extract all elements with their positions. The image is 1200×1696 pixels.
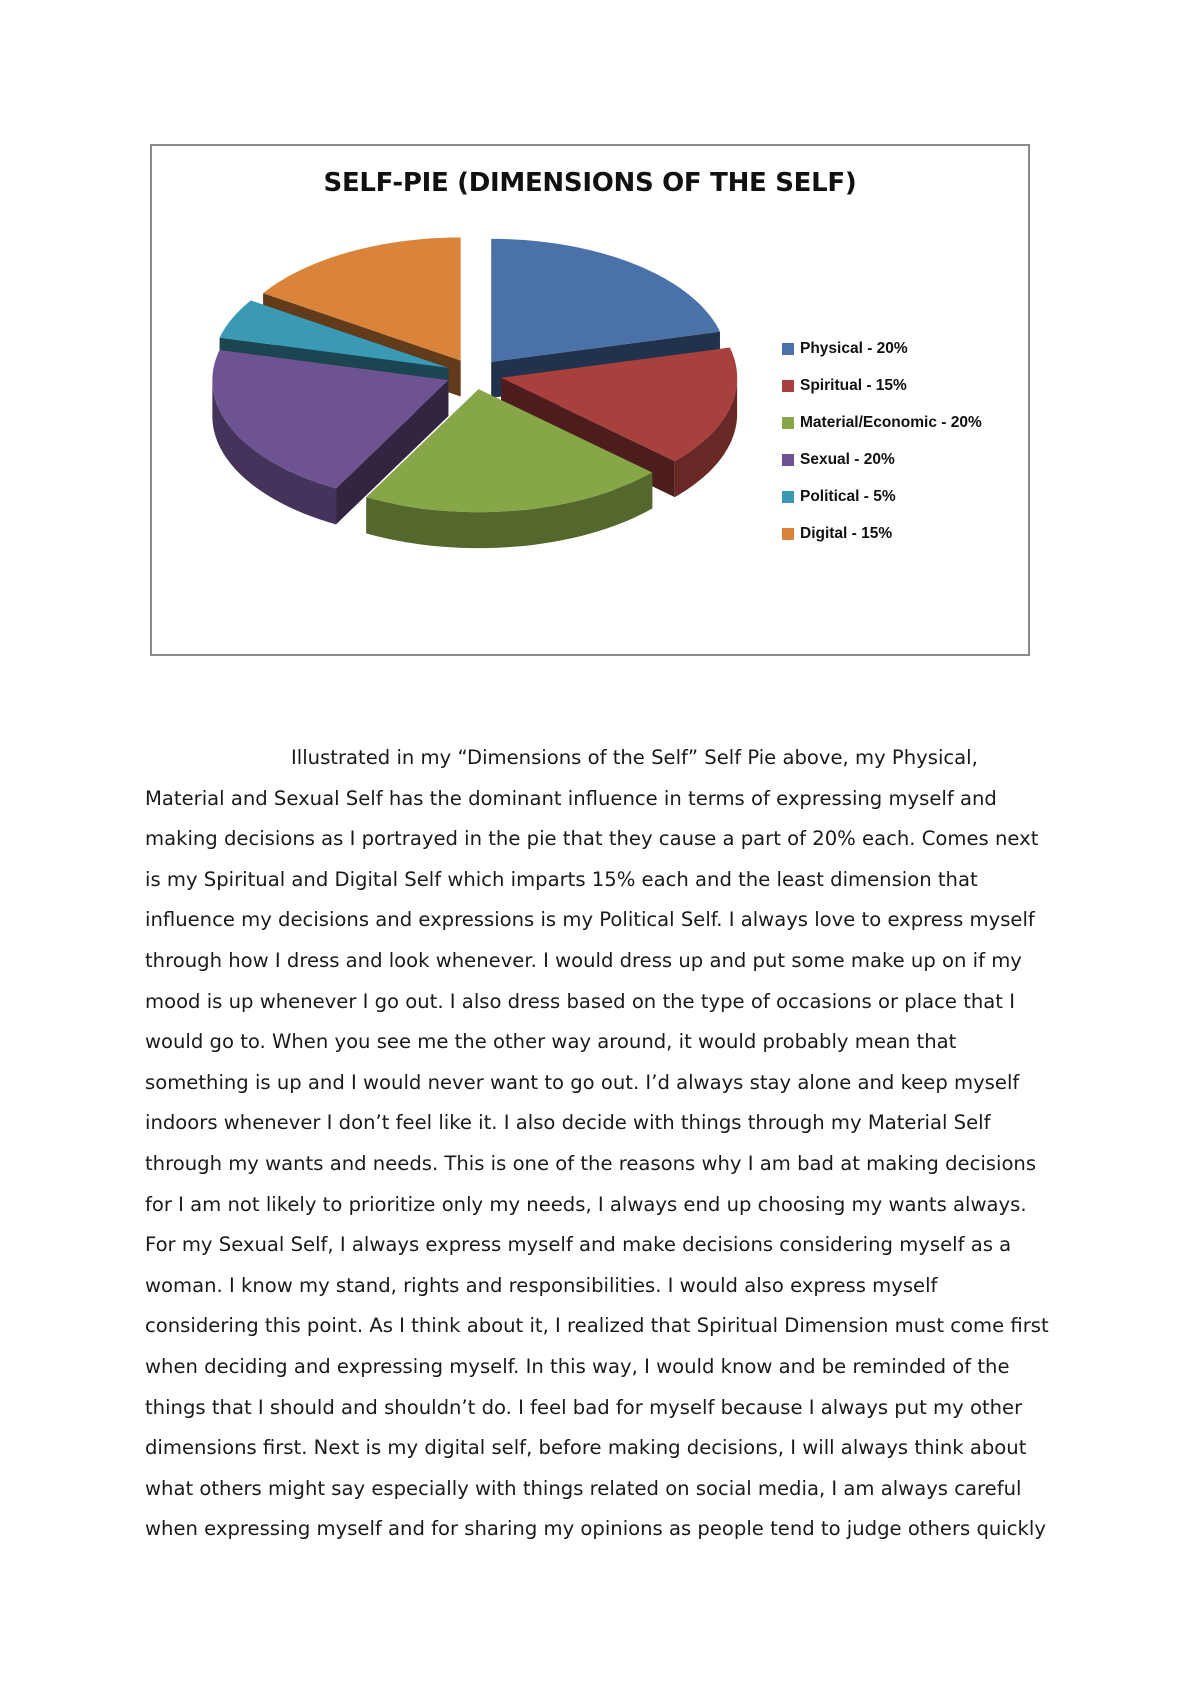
essay-line: things that I should and shouldn’t do. I feel bad for myself because I always put my other	[145, 1395, 1023, 1419]
chart-title: SELF-PIE (DIMENSIONS OF THE SELF)	[323, 168, 857, 198]
essay-line: woman. I know my stand, rights and responsibilities. I would also express myself	[145, 1273, 938, 1297]
legend-label: Digital - 15%	[800, 524, 893, 542]
legend-swatch	[782, 491, 794, 503]
legend-item	[782, 441, 982, 478]
legend-swatch	[782, 417, 794, 429]
legend-swatch	[782, 380, 794, 392]
legend-item	[782, 478, 982, 515]
essay-line: what others might say especially with things related on social media, I am always careful	[145, 1476, 1022, 1500]
legend-swatch	[782, 454, 794, 466]
legend-swatch	[782, 528, 794, 540]
essay-line: something is up and I would never want to go out. I’d always stay alone and keep myself	[145, 1070, 1020, 1094]
legend-item	[782, 367, 982, 404]
chart-legend	[782, 330, 982, 552]
legend-label: Political - 5%	[800, 487, 896, 505]
legend-swatch	[782, 343, 794, 355]
legend-label: Material/Economic - 20%	[800, 413, 982, 431]
essay-line: influence my decisions and expressions is my Political Self. I always love to express myself	[145, 908, 1035, 932]
essay-line: when expressing myself and for sharing my opinions as people tend to judge others quickly	[145, 1517, 1046, 1541]
legend-label: Physical - 20%	[800, 339, 908, 357]
essay-line: through how I dress and look whenever. I would dress up and put some make up on if my	[145, 948, 1022, 972]
essay-line: considering this point. As I think about it, I realized that Spiritual Dimension must come first	[145, 1314, 1049, 1338]
essay-line: indoors whenever I don’t feel like it. I also decide with things through my Material Self	[145, 1111, 991, 1135]
legend-label: Spiritual - 15%	[800, 376, 907, 394]
essay-line: making decisions as I portrayed in the pie that they cause a part of 20% each. Comes next	[145, 827, 1039, 851]
essay-line: For my Sexual Self, I always express myself and make decisions considering myself as a	[145, 1233, 1012, 1257]
essay-line: dimensions first. Next is my digital self, before making decisions, I will always think about	[145, 1436, 1027, 1460]
legend-item	[782, 330, 982, 367]
essay-line: mood is up whenever I go out. I also dress based on the type of occasions or place that I	[145, 989, 1015, 1013]
pie-chart	[150, 144, 1030, 656]
legend-item	[782, 515, 982, 552]
essay-paragraph	[145, 738, 1065, 1550]
legend-label: Sexual - 20%	[800, 450, 895, 468]
essay-line: when deciding and expressing myself. In this way, I would know and be reminded of the	[145, 1354, 1010, 1378]
essay-line: for I am not likely to prioritize only my needs, I always end up choosing my wants always.	[145, 1192, 1027, 1216]
essay-line: through my wants and needs. This is one of the reasons why I am bad at making decisions	[145, 1151, 1037, 1175]
essay-line: is my Spiritual and Digital Self which imparts 15% each and the least dimension that	[145, 867, 978, 891]
essay-line: Illustrated in my “Dimensions of the Self” Self Pie above, my Physical,	[291, 746, 978, 769]
essay-line: would go to. When you see me the other way around, it would probably mean that	[145, 1030, 957, 1054]
essay-line: Material and Sexual Self has the dominant influence in terms of expressing myself and	[145, 786, 997, 810]
legend-item	[782, 404, 982, 441]
